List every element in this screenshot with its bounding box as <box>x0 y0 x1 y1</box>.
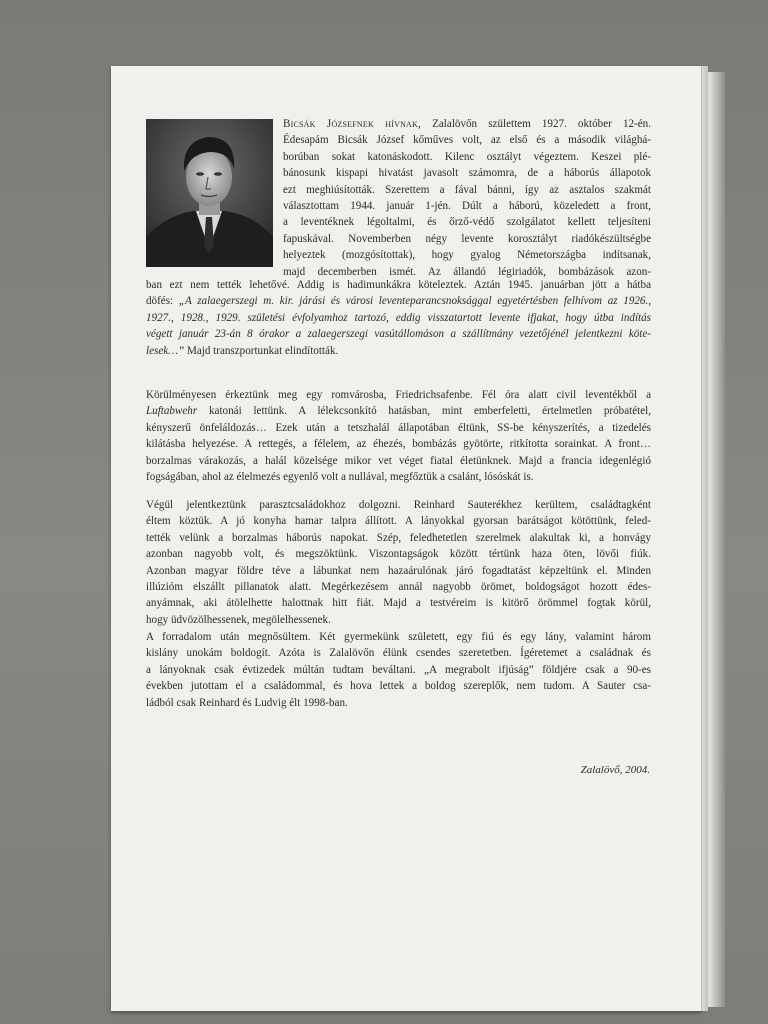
text-line: választottam 1944. január 1-jén. Dúlt a háború, közeledett a front, <box>283 200 651 213</box>
text-line: A forradalom után megnősültem. Két gyermekünk született, egy fiú és egy lány, valamint három <box>146 631 651 643</box>
text-line: Édesapám Bicsák József kőműves volt, az első és a második világhá- <box>283 134 651 147</box>
paragraph-intro <box>283 116 651 280</box>
text-line: fapuskával. Novemberben négy levente korosztályt riadókészültségbe <box>283 232 651 245</box>
text-line: azonban nagyobb volt, és megszöktünk. Viszontagságok között tértünk haza öten, lövői fiúk. <box>146 548 651 561</box>
quote-line: végett január 23-án 8 órakor a zalaegerszegi vasútállomáson a szállítmány vezetőjénél jelentkezni köte- <box>146 328 651 341</box>
text-line: kislány unokám boldogít. Azóta is Zalalövőn élünk csendes szeretetben. Ígéretemet a családnak és <box>146 647 651 660</box>
text-line: Végül jelentkeztünk parasztcsaládokhoz dolgozni. Reinhard Sauterékhez kerültem, családtagként <box>146 499 651 511</box>
paragraph-captivity <box>146 387 651 485</box>
text-line: hogy üdvözölhessenek, megölelhessenek. <box>146 613 331 626</box>
paragraph-later-life <box>146 629 651 711</box>
text-line: éltem köztük. A jó konyha hamar talpra állított. A lányokkal gyorsan barátságot kötöttünk, feled- <box>146 515 651 528</box>
text-line: ezt meghiúsították. Szerettem a fával bánni, így az asztalos szakmát <box>283 183 651 196</box>
text-line: Körülményesen érkeztünk meg egy romvárosba, Friedrichsafenbe. Fél óra alatt civil leventékből a <box>146 389 651 401</box>
paragraph-intro-continued <box>146 277 651 359</box>
text-line: ban ezt nem tették lehetővé. Addig is hadimunkákra köteleztek. Aztán 1945. januárban jött a hátba <box>146 279 651 291</box>
text-line: tették velünk a borzalmas háborús napokat. Szép, feledhetetlen szerelmek alakultak ki, a honvágy <box>146 531 651 544</box>
place-date-signature: Zalalövő, 2004. <box>580 764 650 776</box>
quote-line: 1927., 1928., 1929. születési évfolyamhoz tartozó, eddig visszatartott levente ifjakat, hogy útba indítás <box>146 311 651 324</box>
intro-first-line: Bicsák Józsefnek hívnak, Zalalövőn születtem 1927. október 12-én. <box>283 118 651 130</box>
quote-line: döfés: „A zalaegerszegi m. kir. járási és városi leventeparancsnoksággal egyetértésben felhívom az 1926., <box>146 295 652 308</box>
text-line: anyámnak, aki átölelhette halottnak hitt fiát. Majd a testvéreim is kitörő örömmel fogtak körül, <box>146 597 651 610</box>
quote-end-line: lesek…” Majd transzportunkat elindították. <box>146 344 339 357</box>
text-line: ládból csak Reinhard és Ludvig élt 1998-ban. <box>146 696 348 709</box>
book-page-edges <box>701 72 725 1007</box>
text-line: Luftabwehr katonái lettünk. A lélekcsonkító hatásban, mint emberfeletti, értelmetlen próbatétel, <box>146 405 651 418</box>
text-line: Azonban magyar földre téve a lábunkat nem hazaárulónak járó fogadtatást képzeltünk el. Minden <box>146 564 651 577</box>
text-line: helyeztek (mozgósítottak), hogy gyalog Németországba indítsanak, <box>283 249 651 262</box>
text-line: illúzióm elszállt pillanatok alatt. Megérkezésem annál nagyobb örömet, boldogságot hozott édes- <box>146 581 651 594</box>
text-line: kényszerű önfeláldozás… Ezek után a tetszhalál állapotában éltünk, SS-be kényszerítés, a tizedelés <box>146 421 651 434</box>
text-line: a lányoknak csak évtizedek múltán tudtam beváltani. „A megrabolt ifjúság” földjére csak a 90-es <box>146 663 651 676</box>
text-line: borzalmas várakozás, a halál közelsége mikor vet véget fiatal életünknek. Majd a francia idegenlégió <box>146 454 651 467</box>
paragraph-return <box>146 497 651 628</box>
text-line: a leventéknek légoltalmi, és őrző-védő szolgálatot kellett teljesíteni <box>283 216 651 229</box>
text-line: borúban sokat katonáskodott. Kilenc osztályt végeztem. Keszei plé- <box>283 150 651 163</box>
text-line: kilátásba helyezése. A rettegés, a félelem, az éhezés, bombázás gyötörte, ritkította sorainkat. A front… <box>146 438 651 451</box>
author-portrait-photo <box>146 119 273 267</box>
text-line: majd decemberben ismét. Az állandó légiriadók, bombázások azon- <box>283 265 651 278</box>
text-line: bánosunk kispapi hivatást javasolt számomra, de a háborús állapotok <box>283 167 651 180</box>
text-line: években jutottam el a családommal, és hova lettek a boldog szereplők, nem tudom. A Sauter csa- <box>146 680 651 693</box>
text-line: fogságában, ahol az élelmezés egyenlő volt a nullával, megfőztük a csalánt, lósóskát is. <box>146 471 534 484</box>
